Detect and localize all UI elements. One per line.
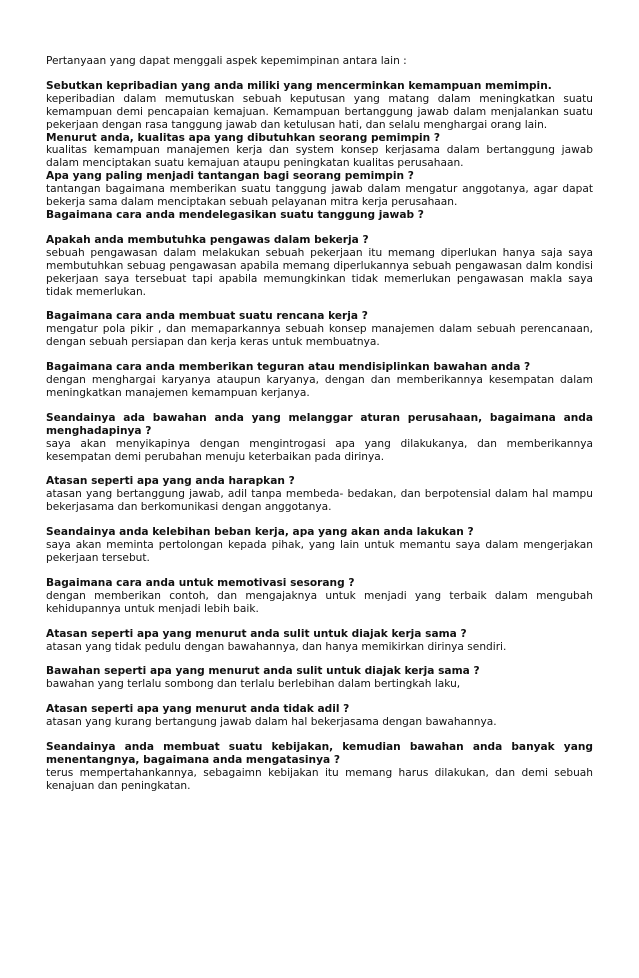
question-text: Bawahan seperti apa yang menurut anda sulit untuk diajak kerja sama ? xyxy=(46,665,480,678)
qa-item xyxy=(46,741,593,793)
document-page xyxy=(46,55,593,805)
question-text: Apa yang paling menjadi tantangan bagi seorang pemimpin ? xyxy=(46,170,414,183)
question-text: Menurut anda, kualitas apa yang dibutuhkan seorang pemimpin ? xyxy=(46,131,441,144)
question-text: Atasan seperti apa yang menurut anda sulit untuk diajak kerja sama ? xyxy=(46,627,467,640)
question-text: Apakah anda membutuhka pengawas dalam bekerja ? xyxy=(46,233,369,246)
question-text: Seandainya anda membuat suatu kebijakan, kemudian bawahan anda banyak yang menentangnya, bagaimana anda mengatasinya ? xyxy=(46,741,593,766)
question-text: Atasan seperti apa yang menurut anda tidak adil ? xyxy=(46,703,350,716)
answer-text: atasan yang bertanggung jawab, adil tanpa membeda- bedakan, dan berpotensial dalam hal mampu bekerjasama dan berkomunikasi dengan anggotanya. xyxy=(46,488,593,514)
answer-text: kualitas kemampuan manajemen kerja dan system konsep kerjasama dalam bertanggung jawab dalam menciptakan suatu kemajuan ataupu peningkatan kualitas perusahaan. xyxy=(46,144,593,170)
question-text: Bagaimana cara anda mendelegasikan suatu tanggung jawab ? xyxy=(46,208,424,221)
answer-text: saya akan menyikapinya dengan mengintrogasi apa yang dilakukanya, dan memberikannya kesempatan demi perubahan menuju keterbaikan pada dirinya. xyxy=(46,437,593,463)
question-text: Bagaimana cara anda memberikan teguran atau mendisiplinkan bawahan anda ? xyxy=(46,361,531,374)
qa-item xyxy=(46,703,593,729)
qa-item xyxy=(46,412,593,464)
question-text: Seandainya ada bawahan anda yang melanggar aturan perusahaan, bagaimana anda menghadapinya ? xyxy=(46,411,593,437)
question-text: Bagaimana cara anda untuk memotivasi sesorang ? xyxy=(46,576,355,589)
qa-item xyxy=(46,665,593,691)
answer-text: mengatur pola pikir , dan memaparkannya sebuah konsep manajemen dalam sebuah perencanaan, dengan sebuah persiapan dan kerja keras untuk membuatnya. xyxy=(46,323,593,349)
qa-item xyxy=(46,475,593,514)
answer-text: tantangan bagaimana memberikan suatu tanggung jawab dalam mengatur anggotanya, agar dapat bekerja sama dalam menciptakan sebuah pelayanan mitra kerja perusahaan. xyxy=(46,183,593,209)
answer-text: saya akan meminta pertolongan kepada pihak, yang lain untuk memantu saya dalam mengerjakan pekerjaan tersebut. xyxy=(46,539,593,564)
answer-text: atasan yang tidak pedulu dengan bawahannya, dan hanya memikirkan dirinya sendiri. xyxy=(46,640,507,653)
answer-text: sebuah pengawasan dalam melakukan sebuah pekerjaan itu memang diperlukan hanya saja saya membutuhkan sebuag pengawasan apabila memang diperlukannya sebuah pengawasan dalm kondisi pekerjaan saya tersebuat tapi apabila memungkinkan tidak memerlukan pengawasan makla saya tidak memerlukan. xyxy=(46,246,593,298)
qa-item xyxy=(46,628,593,654)
qa-item xyxy=(46,361,593,400)
qa-item xyxy=(46,170,593,209)
answer-text: bawahan yang terlalu sombong dan terlalu berlebihan dalam bertingkah laku, xyxy=(46,678,461,691)
qa-item xyxy=(46,310,593,349)
qa-item xyxy=(46,577,593,616)
qa-item xyxy=(46,209,593,222)
qa-item xyxy=(46,234,593,299)
answer-text: dengan menghargai karyanya ataupun karyanya, dengan dan memberikannya kesempatan dalam meningkatkan manajemen kemampuan kerjanya. xyxy=(46,374,593,399)
intro-text: Pertanyaan yang dapat menggali aspek kepemimpinan antara lain : xyxy=(46,55,407,67)
answer-text: dengan memberikan contoh, dan mengajaknya untuk menjadi yang terbaik dalam mengubah kehidupannya untuk menjadi lebih baik. xyxy=(46,589,593,615)
qa-item xyxy=(46,80,593,132)
answer-text: keperibadian dalam memutuskan sebuah keputusan yang matang dalam meningkatkan suatu kemampuan demi pencapaian kemajuan. Kemampuan bertanggung jawab dalam menjalankan suatu pekerjaan dengan rasa tanggung jawab dan ketulusan hati, dan selalu menghargai orang lain. xyxy=(46,92,593,131)
qa-item xyxy=(46,132,593,171)
qa-item xyxy=(46,526,593,565)
question-text: Bagaimana cara anda membuat suatu rencana kerja ? xyxy=(46,310,368,323)
answer-text: terus mempertahankannya, sebagaimn kebijakan itu memang harus dilakukan, dan demi sebuah kenajuan dan peningkatan. xyxy=(46,766,593,792)
answer-text: atasan yang kurang bertangung jawab dalam hal bekerjasama dengan bawahannya. xyxy=(46,716,497,729)
question-text: Seandainya anda kelebihan beban kerja, apa yang akan anda lakukan ? xyxy=(46,526,474,539)
question-text: Atasan seperti apa yang anda harapkan ? xyxy=(46,475,295,488)
question-text: Sebutkan kepribadian yang anda miliki yang mencerminkan kemampuan memimpin. xyxy=(46,79,552,92)
